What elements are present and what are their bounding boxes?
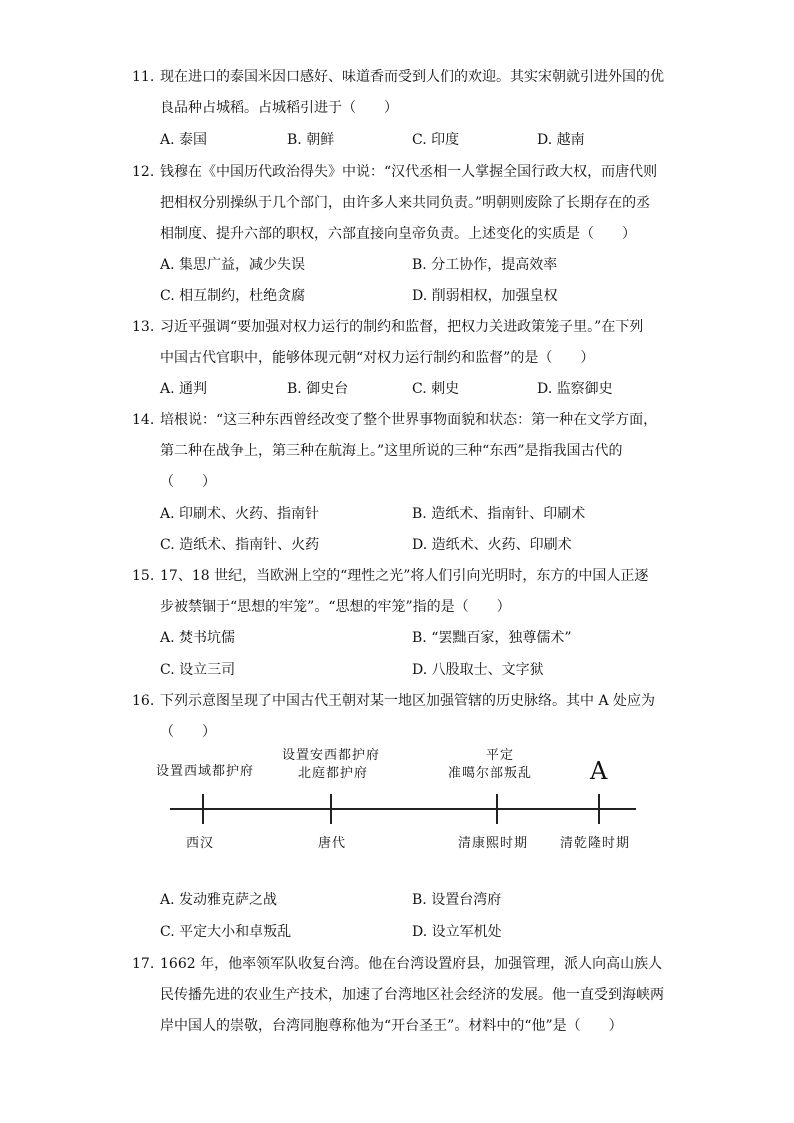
timeline-tick xyxy=(496,794,498,824)
option-d: D. 削弱相权，加强皇权 xyxy=(412,288,558,304)
option-b: B. “罢黜百家，独尊儒术” xyxy=(412,630,572,646)
timeline-label-a: A xyxy=(590,757,608,785)
timeline-label-western-regions: 设置西域都护府 xyxy=(156,764,255,779)
timeline-period-qianlong: 清乾隆时期 xyxy=(560,836,631,851)
question-text: 相制度、提升六部的职权，六部直接向皇帝负责。上述变化的实质是（ ） xyxy=(160,226,636,242)
question-number: 16. xyxy=(132,693,155,709)
question-text: 1662 年，他率领军队收复台湾。他在台湾设置府县，加强管理，派人向高山族人 xyxy=(160,956,663,972)
option-a: A. 通判 xyxy=(160,381,208,397)
option-a: A. 发动雅克萨之战 xyxy=(160,892,278,908)
question-text: 岸中国人的崇敬，台湾同胞尊称他为“开台圣王”。材料中的“他”是（ ） xyxy=(160,1018,623,1034)
option-c: C. 印度 xyxy=(412,132,460,148)
timeline-label-beiting: 北庭都护府 xyxy=(298,766,369,781)
question-text: 步被禁锢于“思想的牢笼”。“思想的牢笼”指的是（ ） xyxy=(160,599,511,615)
timeline-diagram xyxy=(150,740,640,860)
timeline-label-anxi: 设置安西都护府 xyxy=(282,748,381,763)
option-d: D. 监察御史 xyxy=(537,381,613,397)
timeline-label-dzungar: 准噶尔部叛乱 xyxy=(448,766,533,781)
option-b: B. 造纸术、指南针、印刷术 xyxy=(412,506,586,522)
option-c: C. 平定大小和卓叛乱 xyxy=(160,924,292,940)
question-text: 钱穆在《中国历代政治得失》中说：“汉代丞相一人掌握全国行政大权，而唐代则 xyxy=(160,164,658,180)
option-d: D. 设立军机处 xyxy=(412,924,502,940)
question-number: 11. xyxy=(132,69,155,85)
question-text: 第二种在战争上，第三种在航海上。”这里所说的三种“东西”是指我国古代的 xyxy=(160,443,623,459)
option-b: B. 御史台 xyxy=(287,381,349,397)
question-text: 中国古代官职中，能够体现元朝“对权力运行制约和监督”的是（ ） xyxy=(160,350,595,366)
timeline-tick xyxy=(598,794,600,824)
option-a: A. 泰国 xyxy=(160,132,208,148)
option-b: B. 朝鲜 xyxy=(287,132,335,148)
option-c: C. 相互制约，杜绝贪腐 xyxy=(160,288,306,304)
option-b: B. 分工协作，提高效率 xyxy=(412,257,558,273)
question-number: 15. xyxy=(132,568,155,584)
question-text: （ ） xyxy=(160,724,216,740)
question-text: 现在进口的泰国米因口感好、味道香而受到人们的欢迎。其实宋朝就引进外国的优 xyxy=(160,69,664,85)
option-a: A. 焚书坑儒 xyxy=(160,630,236,646)
question-text: （ ） xyxy=(160,474,216,490)
question-text: 习近平强调“要加强对权力运行的制约和监督，把权力关进政策笼子里。”在下列 xyxy=(160,319,644,335)
question-number: 12. xyxy=(132,164,155,180)
question-number: 17. xyxy=(132,956,155,972)
timeline-period-western-han: 西汉 xyxy=(186,836,215,851)
question-text: 培根说：“这三种东西曾经改变了整个世界事物面貌和状态：第一种在文学方面， xyxy=(160,412,658,428)
option-a: A. 集思广益，减少失误 xyxy=(160,257,306,273)
question-text: 民传播先进的农业生产技术，加速了台湾地区社会经济的发展。他一直受到海峡两 xyxy=(160,987,664,1003)
question-text: 把相权分别操纵于几个部门，由许多人来共同负责。”明朝则废除了长期存在的丞 xyxy=(160,195,651,211)
option-d: D. 八股取士、文字狱 xyxy=(412,662,544,678)
option-b: B. 设置台湾府 xyxy=(412,892,502,908)
timeline-period-tang: 唐代 xyxy=(318,836,347,851)
option-c: C. 造纸术、指南针、火药 xyxy=(160,537,320,553)
timeline-tick xyxy=(202,794,204,824)
option-a: A. 印刷术、火药、指南针 xyxy=(160,506,320,522)
option-d: D. 越南 xyxy=(537,132,585,148)
question-text: 良品种占城稻。占城稻引进于（ ） xyxy=(160,100,398,116)
question-number: 14. xyxy=(132,412,155,428)
timeline-tick xyxy=(330,794,332,824)
option-d: D. 造纸术、火药、印刷术 xyxy=(412,537,572,553)
question-text: 17、18 世纪，当欧洲上空的“理性之光”将人们引向光明时，东方的中国人正逐 xyxy=(160,568,649,584)
option-c: C. 刺史 xyxy=(412,381,460,397)
option-c: C. 设立三司 xyxy=(160,662,236,678)
timeline-axis xyxy=(170,808,636,810)
timeline-label-pacify: 平定 xyxy=(486,748,515,763)
question-number: 13. xyxy=(132,319,155,335)
question-text: 下列示意图呈现了中国古代王朝对某一地区加强管辖的历史脉络。其中 A 处应为 xyxy=(160,693,656,709)
timeline-period-kangxi: 清康熙时期 xyxy=(458,836,529,851)
